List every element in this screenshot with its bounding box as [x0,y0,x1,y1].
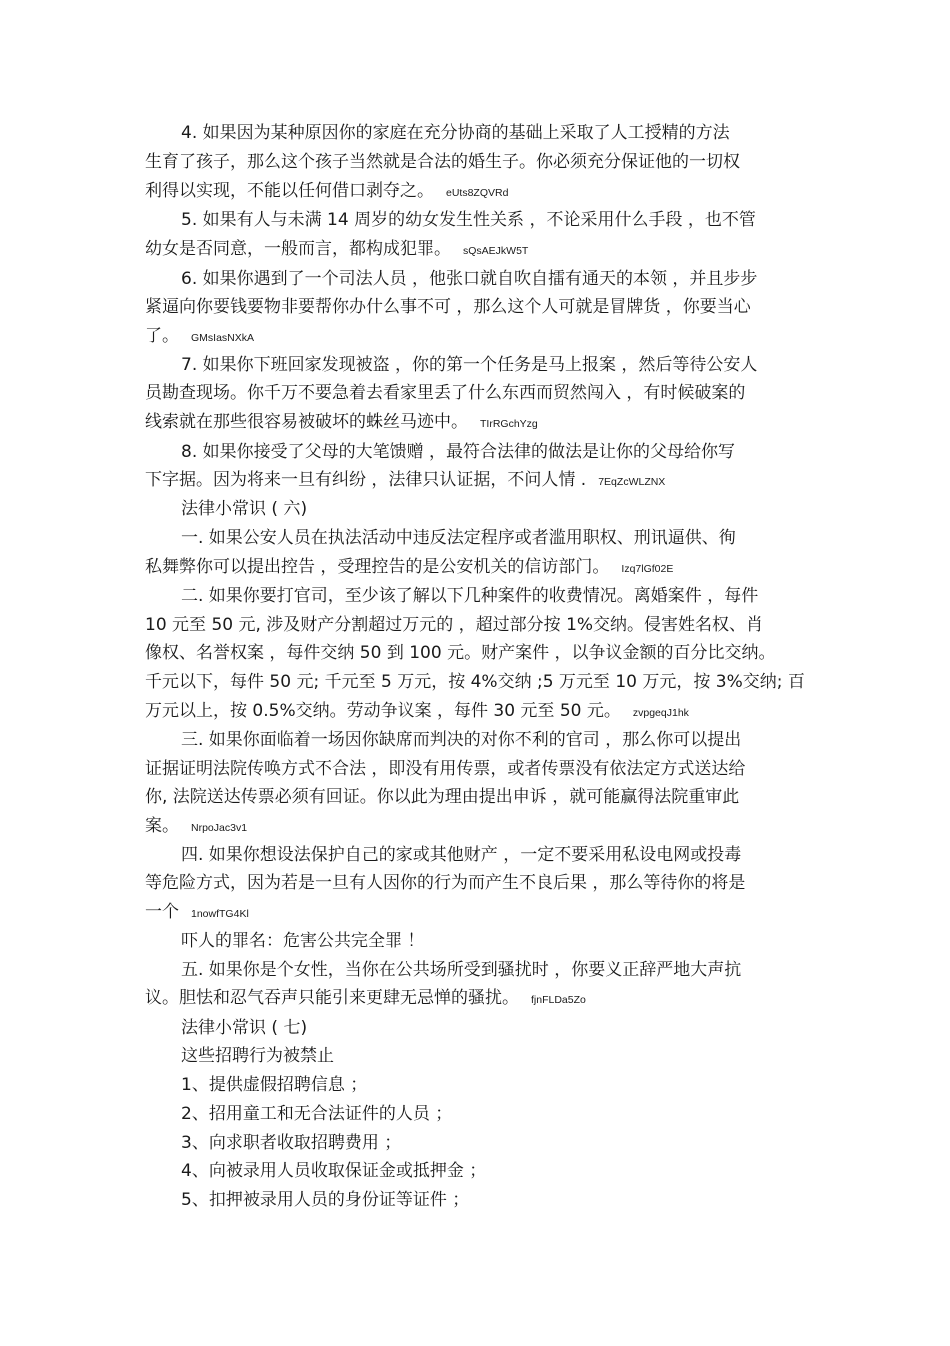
line-text: 紧逼向你要钱要物非要帮你办什么事不可 ，那么这个人可就是冒牌货 ，你要当心 [145,297,751,317]
watermark-code: 7EqZcWLZNX [598,476,666,488]
text-line [145,815,247,839]
line-text: 等危险方式，因为若是一旦有人因你的行为而产生不良后果 ，那么等待你的将是 [145,873,746,893]
text-line [181,1160,486,1182]
line-text: 1、提供虚假招聘信息 ； [181,1075,368,1095]
line-text: 5. 如果有人与未满 14 周岁的幼女发生性关系 ，不论采用什么手段 ，也不管 [181,210,756,230]
line-text: 法律小常识 ( 六) [181,499,308,519]
text-line [145,238,528,262]
line-text: 4、向被录用人员收取保证金或抵押金 ； [181,1161,487,1181]
line-text: 10 元至 50 元, 涉及财产分割超过万元的 ，超过部分按 1%交纳。侵害姓名权、肖 [145,615,764,635]
line-text: 了。 [145,326,179,346]
line-text: 四. 如果你想设法保护自己的家或其他财产 ，一定不要采用私设电网或投毒 [181,845,742,865]
watermark-code: NrpoJac3v1 [191,822,248,834]
line-text: 一. 如果公安人员在执法活动中违反法定程序或者滥用职权、刑讯逼供、徇 [181,528,736,548]
text-line [145,700,689,724]
line-text: 法律小常识 ( 七) [181,1018,308,1038]
watermark-code: fjnFLDa5Zo [531,994,586,1006]
text-line [181,527,736,549]
watermark-code: TIrRGchYzg [480,418,538,430]
text-line [181,1017,307,1039]
text-line [181,585,758,607]
watermark-code: eUts8ZQVRd [446,187,509,199]
text-line [145,642,776,664]
text-line [145,556,673,580]
text-line [145,469,665,493]
line-text: 案。 [145,816,179,836]
text-line [145,872,745,894]
line-text: 8. 如果你接受了父母的大笔馈赠 ，最符合法律的做法是让你的父母给你写 [181,442,736,462]
line-text: 7. 如果你下班回家发现被盗 ，你的第一个任务是马上报案 ，然后等待公安人 [181,355,758,375]
line-text: 五. 如果你是个女性，当你在公共场所受到骚扰时 ，你要义正辞严地大声抗 [181,960,742,980]
line-text: 6. 如果你遇到了一个司法人员 ，他张口就自吹自擂有通天的本领 ，并且步步 [181,269,758,289]
text-line [181,441,735,463]
text-line [145,325,254,349]
line-text: 这些招聘行为被禁止 [181,1046,334,1066]
line-text: 三. 如果你面临着一场因你缺席而判决的对你不利的官司 ，那么你可以提出 [181,730,742,750]
line-text: 员勘查现场。你千万不要急着去看家里丢了什么东西而贸然闯入 ，有时候破案的 [145,383,746,403]
line-text: 幼女是否同意，一般而言，都构成犯罪。 [145,239,451,259]
line-text: 4. 如果因为某种原因你的家庭在充分协商的基础上采取了人工授精的方法 [181,123,730,143]
text-line [181,1132,401,1154]
line-text: 一个 [145,902,179,922]
text-line [145,296,751,318]
text-line [181,1189,469,1211]
text-line [145,671,805,693]
text-line [145,151,740,173]
text-line [145,614,763,636]
text-line [145,987,586,1011]
text-line [181,1045,334,1067]
line-text: 3、向求职者收取招聘费用 ； [181,1133,402,1153]
line-text: 2、招用童工和无合法证件的人员 ； [181,1104,453,1124]
text-line [181,354,757,376]
text-line [181,959,741,981]
text-line [145,411,538,435]
line-text: 5、扣押被录用人员的身份证等证件 ； [181,1190,470,1210]
line-text: 你, 法院送达传票必须有回证。你以此为理由提出申诉 ，就可能赢得法院重审此 [145,787,740,807]
line-text: 线索就在那些很容易被破坏的蛛丝马迹中。 [145,412,468,432]
text-line [181,498,307,520]
text-line [145,382,745,404]
line-text: 千元以下，每件 50 元; 千元至 5 万元，按 4%交纳 ;5 万元至 10 万元，按 3%交纳; 百 [145,672,805,692]
text-line [181,930,424,952]
watermark-code: 1nowfTG4Kl [191,908,249,920]
line-text: 证据证明法院传唤方式不合法 ，即没有用传票，或者传票没有依法定方式送达给 [145,759,746,779]
text-line [181,268,757,290]
line-text: 利得以实现，不能以任何借口剥夺之。 [145,181,434,201]
text-line [145,180,508,204]
text-line [181,729,741,751]
text-line [181,1074,367,1096]
line-text: 下字据。因为将来一旦有纠纷 ，法律只认证据，不问人情 . [145,470,587,490]
text-line [145,758,745,780]
text-line [145,786,739,808]
line-text: 万元以上，按 0.5%交纳。劳动争议案 ，每件 30 元至 50 元。 [145,701,621,721]
text-line [145,901,249,925]
watermark-code: sQsAEJkW5T [463,245,529,257]
line-text: 二. 如果你要打官司，至少该了解以下几种案件的收费情况。离婚案件 ，每件 [181,586,759,606]
line-text: 私舞弊你可以提出控告 ，受理控告的是公安机关的信访部门。 [145,557,610,577]
line-text: 像权、名誉权案 ，每件交纳 50 到 100 元。财产案件 ，以争议金额的百分比交纳。 [145,643,776,663]
line-text: 议。胆怯和忍气吞声只能引来更肆无忌惮的骚扰。 [145,988,519,1008]
watermark-code: Izq7lGf02E [621,563,674,575]
watermark-code: GMsIasNXkA [191,332,255,344]
text-line [181,122,730,144]
text-line [181,1103,452,1125]
line-text: 生育了孩子，那么这个孩子当然就是合法的婚生子。你必须充分保证他的一切权 [145,152,740,172]
text-line [181,844,741,866]
text-line [181,209,756,231]
line-text: 吓人的罪名：危害公共完全罪 ！ [181,931,425,951]
watermark-code: zvpgeqJ1hk [632,707,689,719]
